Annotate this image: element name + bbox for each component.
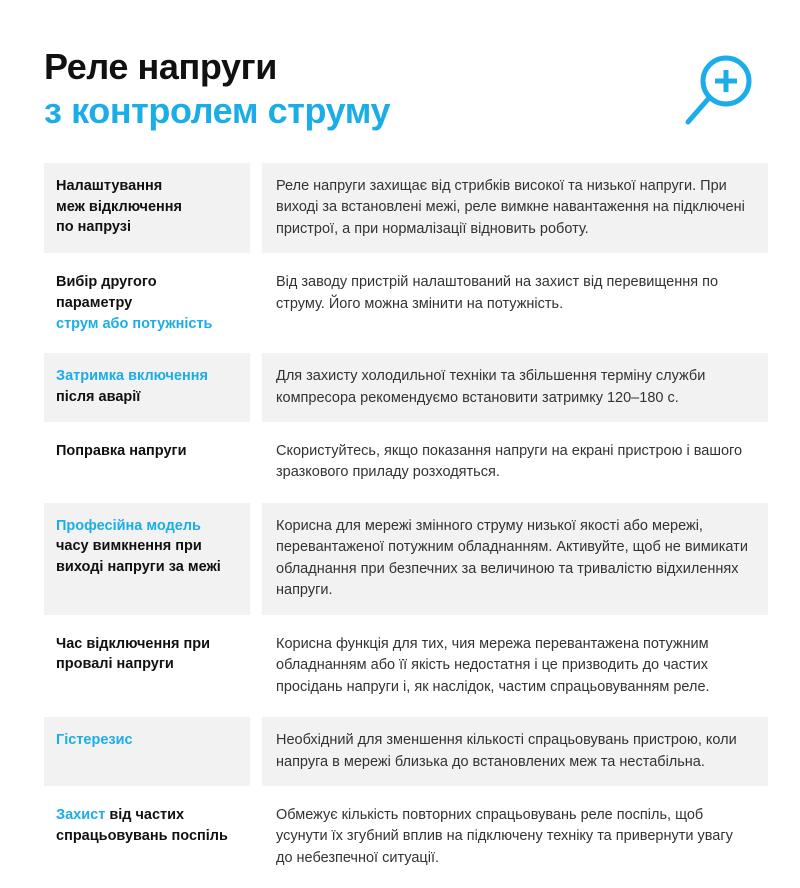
page-header [0, 0, 800, 160]
feature-description: Від заводу пристрій налаштований на захист від перевищення по струму. Його можна змінити на потужність. [262, 259, 768, 347]
feature-label [44, 792, 250, 882]
feature-label-line: меж відключення [56, 198, 182, 215]
feature-label-line: Професійна модель [56, 517, 201, 534]
table-row [44, 792, 768, 882]
feature-label-line: Вибір другого параметру [56, 274, 157, 311]
feature-description: Реле напруги захищає від стрибків високої та низької напруги. При виході за встановлені межі, реле вимкне навантаження на підключені пристрої, а при нормалізації відновить роботу. [262, 163, 768, 253]
table-row [44, 621, 768, 711]
page-title: Реле напруги [44, 46, 277, 87]
feature-description: Корисна для мережі змінного струму низької якості або мережі, перевантаженої потужним обладнанням. Активуйте, щоб не вимикати обладнання при безпечних за величиною та тривалістю відхиленнях напруги. [262, 503, 768, 615]
table-row [44, 353, 768, 422]
feature-description: Для захисту холодильної техніки та збільшення терміну служби компресора рекомендуємо встановити затримку 120–180 с. [262, 353, 768, 422]
feature-label [44, 259, 250, 347]
feature-label [44, 503, 250, 615]
feature-label-line: струм або потужність [56, 315, 213, 332]
feature-label-line: після аварії [56, 388, 141, 405]
header-title-group [44, 46, 390, 133]
page-subtitle: з контролем струму [44, 90, 391, 132]
feature-label-row [56, 805, 236, 826]
table-row [44, 259, 768, 347]
table-row [44, 717, 768, 786]
feature-label [44, 163, 250, 253]
feature-label-line: Захист [56, 806, 106, 823]
table-row [44, 163, 768, 253]
feature-label-line: виході напруги за межі [56, 559, 221, 576]
feature-label [44, 717, 250, 786]
feature-description: Обмежує кількість повторних спрацьовувань реле поспіль, щоб усунути їх згубний вплив на підключену техніку та привернути увагу до небезпечної ситуації. [262, 792, 768, 882]
feature-label [44, 428, 250, 497]
feature-description: Скористуйтесь, якщо показання напруги на екрані пристрою і вашого зразкового приладу розходяться. [262, 428, 768, 497]
feature-label-line: провалі напруги [56, 656, 174, 673]
feature-label-line: спрацьовувань поспіль [56, 827, 228, 844]
feature-label-line: по напрузі [56, 219, 131, 236]
table-row [44, 428, 768, 497]
table-row [44, 503, 768, 615]
feature-label [44, 353, 250, 422]
feature-label-line: Налаштування [56, 178, 163, 194]
feature-label-line: Гістерезис [56, 732, 133, 749]
feature-description: Корисна функція для тих, чия мережа перевантажена потужним обладнанням або її якість недостатня і це призводить до частих просідань напруги і, як наслідок, частим спрацьовуванням реле. [262, 621, 768, 711]
features-table [44, 163, 768, 888]
feature-label-line: від частих [105, 806, 185, 823]
feature-description: Необхідний для зменшення кількості спрацьовувань пристрою, коли напруга в мережі близька до встановлених меж та нестабільна. [262, 717, 768, 786]
feature-label-line: Затримка включення [56, 368, 208, 385]
feature-label-line: Час відключення при [56, 635, 210, 652]
feature-label-line: часу вимкнення при [56, 538, 202, 555]
feature-label-line: Поправка напруги [56, 443, 187, 459]
magnifier-plus-icon [680, 52, 758, 130]
feature-label [44, 621, 250, 711]
